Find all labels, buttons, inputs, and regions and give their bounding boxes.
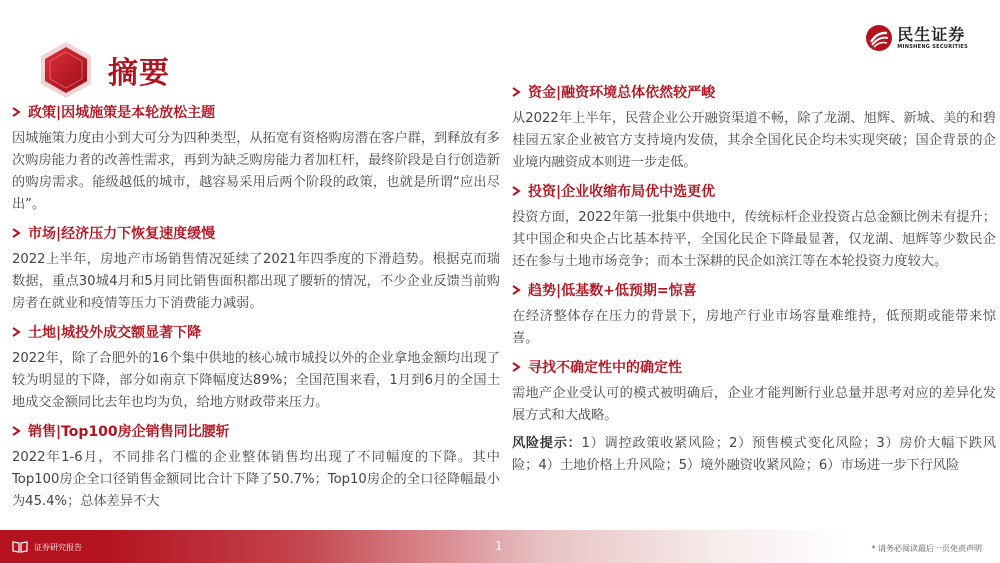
section-heading: 趋势|低基数+低预期=惊喜 (528, 283, 697, 299)
section-heading: 投资|企业收缩布局优中选更优 (528, 184, 716, 200)
left-column (12, 101, 500, 519)
section-funding (512, 81, 996, 174)
section-body: 2022年，除了合肥外的16个集中供地的核心城市城投以外的企业拿地金额均出现了较为明显的下降，部分如南京下降幅度达89%；全国范围来看，1月到6月的全国土地成交金额同比去年也均为负，给地方财政带来压力。 (12, 351, 500, 410)
chevron-right-icon (12, 228, 21, 238)
section-policy (12, 101, 500, 216)
section-certainty (512, 356, 996, 427)
chevron-right-icon (512, 186, 521, 196)
section-heading: 政策|因城施策是本轮放松主题 (28, 105, 216, 121)
page-title: 摘要 (108, 56, 170, 91)
brand-subtitle: MINSHENG SECURITIES (897, 43, 968, 50)
section-body: 2022上半年，房地产市场销售情况延续了2021年四季度的下滑趋势。根据克而瑞数据，重点30城4月和5月同比销售面积都出现了腰斩的情况，不少企业反馈当前购房者在就业和疫情等压力下消费能力减弱。 (12, 252, 500, 311)
section-body: 因城施策力度由小到大可分为四种类型，从拓宽有资格购房潜在客户群，到释放有多次购房能力者的改善性需求，再到为缺乏购房能力者加杠杆，最终阶段是自行创造新的购房需求。能级越低的城市，越容易采用后两个阶段的政策，也就是所谓“应出尽出”。 (12, 131, 500, 212)
section-heading: 寻找不确定性中的确定性 (528, 360, 682, 376)
section-body: 在经济整体存在压力的背景下，房地产行业市场容量难维持，低预期或能带来惊喜。 (512, 309, 996, 346)
chevron-right-icon (512, 362, 521, 372)
chevron-right-icon (512, 87, 521, 97)
page-number: 1 (495, 539, 503, 553)
right-column (512, 81, 996, 483)
section-body: 需地产企业受认可的模式被明确后，企业才能判断行业总量并思考对应的差异化发展方式和大战略。 (512, 386, 996, 423)
chevron-right-icon (12, 327, 21, 337)
section-sales (12, 420, 500, 513)
section-body: 2022年1-6月，不同排名门槛的企业整体销售均出现了不同幅度的下降。其中Top100房企全口径销售金额同比合计下降了50.7%；Top10房企的全口径降幅最小为45.4%；总体差异不大 (12, 450, 500, 509)
footer (0, 530, 1000, 563)
hexagon-logo-icon (36, 40, 96, 100)
section-body: 从2022年上半年，民营企业公开融资渠道不畅，除了龙湖、旭辉、新城、美的和碧桂园五家企业被官方支持境内发债，其余全国化民企均未实现突破；国企背景的企业境内融资成本则进一步走低。 (512, 111, 996, 170)
section-heading: 土地|城投外成交额显著下降 (28, 325, 202, 341)
section-heading: 资金|融资环境总体依然较严峻 (528, 85, 716, 101)
report-type-label: 证券研究报告 (34, 543, 82, 552)
risk-label: 风险提示： (512, 436, 582, 451)
section-body: 投资方面，2022年第一批集中供地中，传统标杆企业投资占总金额比例未有提升；其中国企和央企占比基本持平，全国化民企下降最显著，仅龙湖、旭辉等少数民企还在参与土地市场竞争；而本土深耕的民企如滨江等在本轮投资力度较大。 (512, 210, 996, 269)
section-heading: 销售|Top100房企销售同比腰斩 (28, 424, 230, 440)
section-trend (512, 279, 996, 350)
risk-text: 1）调控政策收紧风险；2）预售模式变化风险；3）房价大幅下跌风险；4）土地价格上升风险；5）境外融资收紧风险；6）市场进一步下行风险 (512, 436, 997, 473)
disclaimer-note: * 请务必阅读最后一页免责声明 (871, 544, 982, 553)
minsheng-logo-icon (865, 24, 893, 52)
section-investment (512, 180, 996, 273)
section-market (12, 222, 500, 315)
section-heading: 市场|经济压力下恢复速度缓慢 (28, 226, 216, 242)
risk-warning (512, 433, 996, 477)
chevron-right-icon (12, 107, 21, 117)
chevron-right-icon (512, 285, 521, 295)
chevron-right-icon (12, 426, 21, 436)
section-land (12, 321, 500, 414)
brand-logo (865, 20, 968, 56)
book-icon (12, 541, 28, 553)
brand-name: 民生证券 (897, 24, 966, 44)
